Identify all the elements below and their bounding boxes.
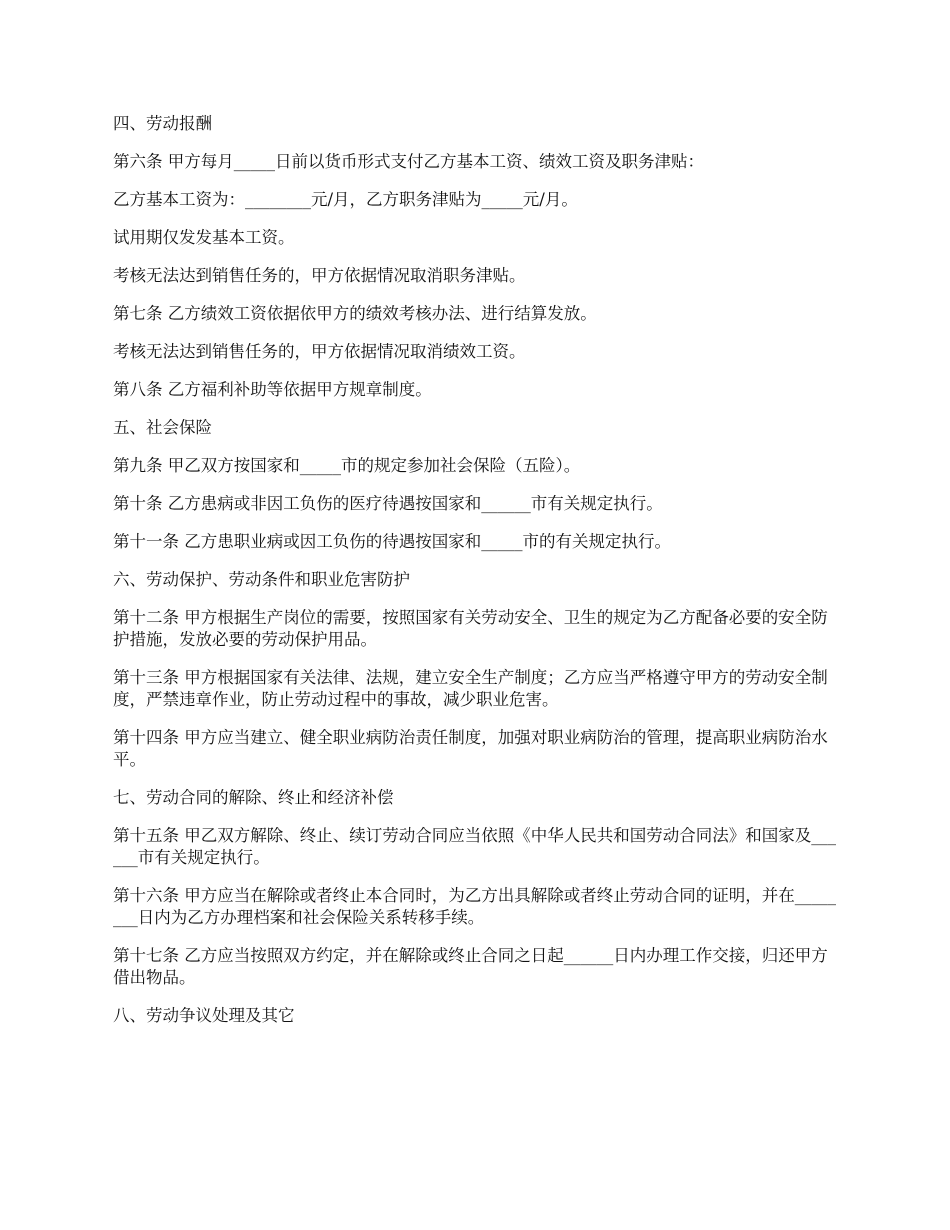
performance-cancel-line: 考核无法达到销售任务的，甲方依据情况取消绩效工资。 (113, 342, 526, 361)
article-14: 第十四条 甲方应当建立、健全职业病防治责任制度，加强对职业病防治的管理，提高职业病防治水平。 (113, 728, 828, 769)
article-6: 第六条 甲方每月_____日前以货币形式支付乙方基本工资、绩效工资及职务津贴： (113, 152, 704, 171)
base-salary-line: 乙方基本工资为：________元/月，乙方职务津贴为_____元/月。 (113, 190, 578, 209)
section-heading-labor-protection: 六、劳动保护、劳动条件和职业危害防护 (113, 570, 410, 589)
article-10: 第十条 乙方患病或非因工负伤的医疗待遇按国家和______市有关规定执行。 (113, 494, 663, 513)
section-heading-contract-termination: 七、劳动合同的解除、终止和经济补偿 (113, 788, 394, 807)
article-7: 第七条 乙方绩效工资依据依甲方的绩效考核办法、进行结算发放。 (113, 304, 597, 323)
article-8: 第八条 乙方福利补助等依据甲方规章制度。 (113, 380, 432, 399)
article-9: 第九条 甲乙双方按国家和_____市的规定参加社会保险（五险）。 (113, 456, 581, 475)
section-heading-social-insurance: 五、社会保险 (113, 418, 212, 437)
section-heading-labor-remuneration: 四、劳动报酬 (113, 114, 212, 133)
allowance-cancel-line: 考核无法达到销售任务的，甲方依据情况取消职务津贴。 (113, 266, 526, 285)
article-12: 第十二条 甲方根据生产岗位的需要，按照国家有关劳动安全、卫生的规定为乙方配备必要的安全防护措施，发放必要的劳动保护用品。 (113, 608, 828, 649)
article-15: 第十五条 甲乙双方解除、终止、续订劳动合同应当依照《中华人民共和国劳动合同法》和国家及______市有关规定执行。 (113, 826, 836, 867)
article-17: 第十七条 乙方应当按照双方约定，并在解除或终止合同之日起______日内办理工作交接，归还甲方借出物品。 (113, 946, 828, 987)
section-heading-labor-disputes: 八、劳动争议处理及其它 (113, 1006, 295, 1025)
article-11: 第十一条 乙方患职业病或因工负伤的待遇按国家和_____市的有关规定执行。 (113, 532, 671, 551)
probation-pay-line: 试用期仅发发基本工资。 (113, 228, 295, 247)
article-16: 第十六条 甲方应当在解除或者终止本合同时，为乙方出具解除或者终止劳动合同的证明，并在________日内为乙方办理档案和社会保险关系转移手续。 (113, 886, 836, 927)
article-13: 第十三条 甲方根据国家有关法律、法规，建立安全生产制度；乙方应当严格遵守甲方的劳动安全制度，严禁违章作业，防止劳动过程中的事故，减少职业危害。 (113, 668, 828, 709)
document-body (113, 113, 838, 1043)
